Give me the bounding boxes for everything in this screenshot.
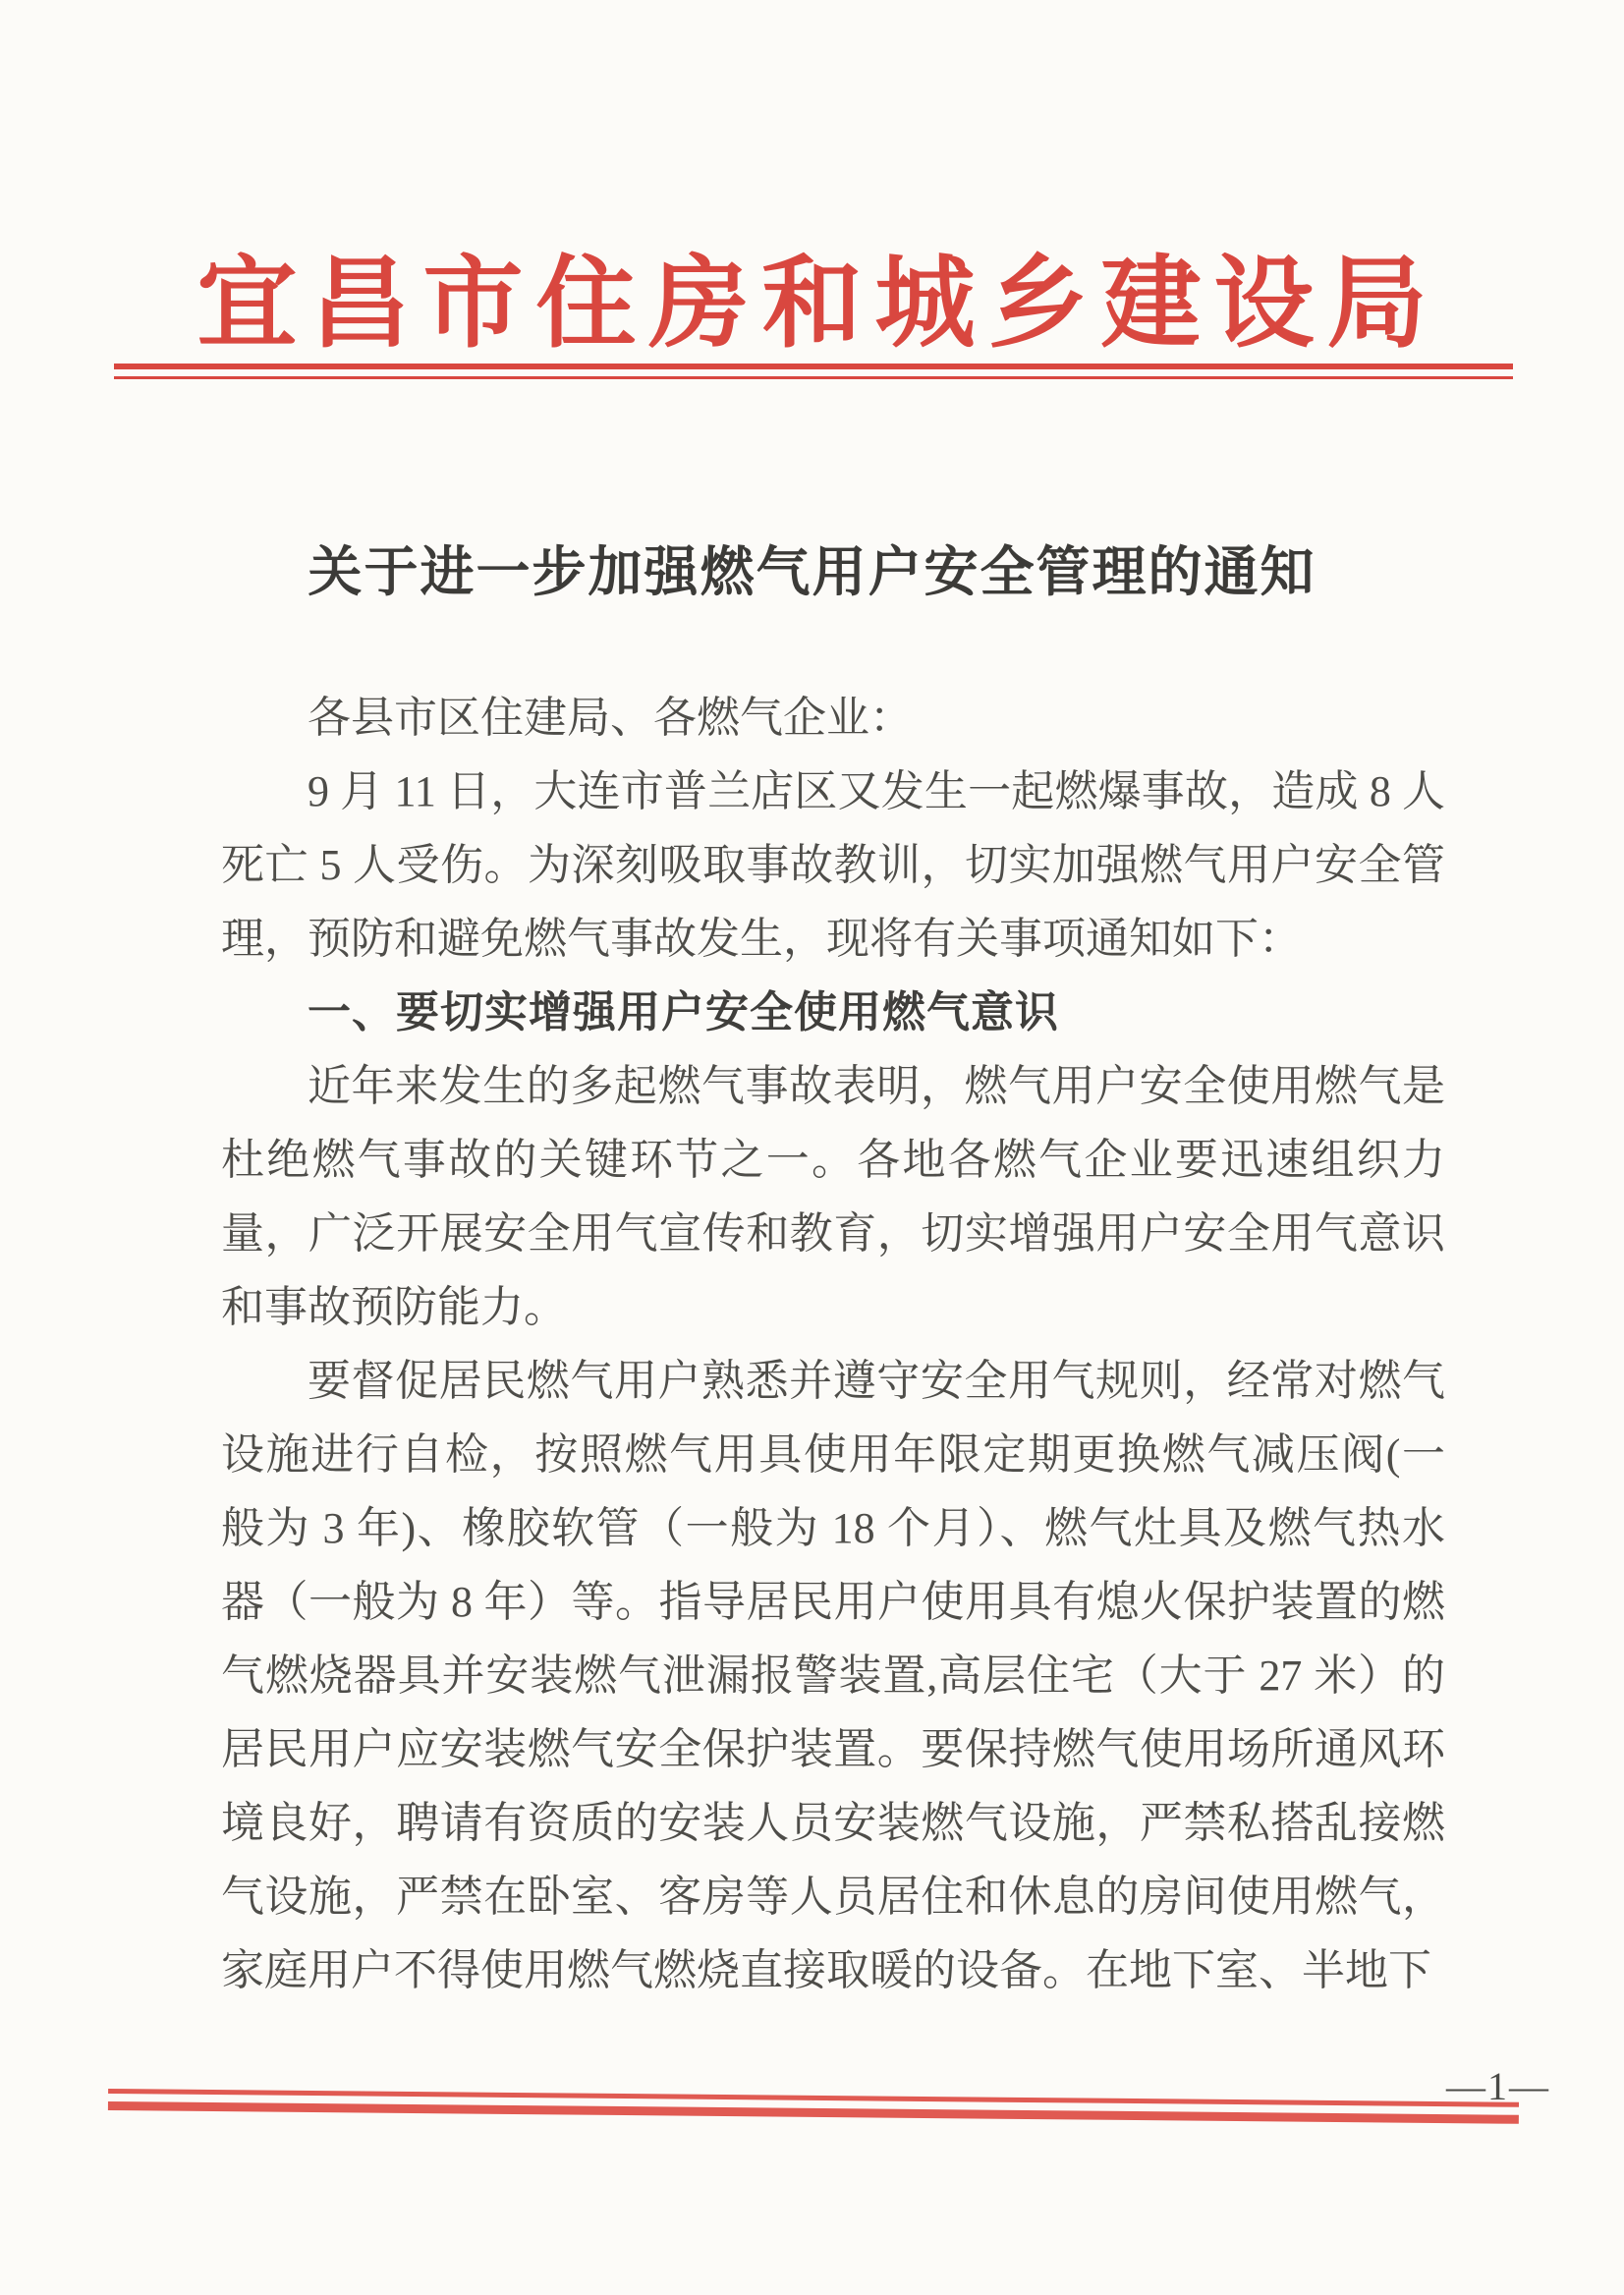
letterhead-divider: [114, 364, 1513, 379]
document-title: 关于进一步加强燃气用户安全管理的通知: [308, 542, 1316, 602]
letterhead-divider-gap: [114, 369, 1513, 376]
page-number: —1—: [1446, 2064, 1550, 2108]
footer-divider: [108, 2089, 1519, 2124]
letterhead-divider-thin-line: [114, 376, 1513, 379]
paragraph-household-rules: 要督促居民燃气用户熟悉并遵守安全用气规则，经常对燃气设施进行自检，按照燃气用具使用年限定期更换燃气减压阀(一般为 3 年)、橡胶软管（一般为 18 个月）、燃气灶具及燃气热水器（一般为 8 年）等。指导居民用户使用具有熄火保护装置的燃气燃烧器具并安装燃气泄漏报警装置,高层住宅（大于 27 米）的居民用户应安装燃气安全保护装置。要保持燃气使用场所通风环境良好，聘请有资质的安装人员安装燃气设施，严禁私搭乱接燃气设施，严禁在卧室、客房等人员居住和休息的房间使用燃气，家庭用户不得使用燃气燃烧直接取暖的设备。在地下室、半地下: [221, 1357, 1445, 1994]
document-body: [221, 681, 1445, 2007]
paragraph-awareness: 近年来发生的多起燃气事故表明，燃气用户安全使用燃气是杜绝燃气事故的关键环节之一。各地各燃气企业要迅速组织力量，广泛开展安全用气宣传和教育，切实增强用户安全用气意识和事故预防能力。: [221, 1062, 1445, 1331]
paragraph-intro: 9 月 11 日，大连市普兰店区又发生一起燃爆事故，造成 8 人死亡 5 人受伤。为深刻吸取事故教训，切实加强燃气用户安全管理，预防和避免燃气事故发生，现将有关事项通知如下：: [221, 767, 1445, 963]
salutation-line: 各县市区住建局、各燃气企业：: [308, 694, 913, 742]
agency-letterhead: 宜昌市住房和城乡建设局: [196, 250, 1440, 361]
section-heading-1: 一、要切实增强用户安全使用燃气意识: [308, 988, 1059, 1036]
